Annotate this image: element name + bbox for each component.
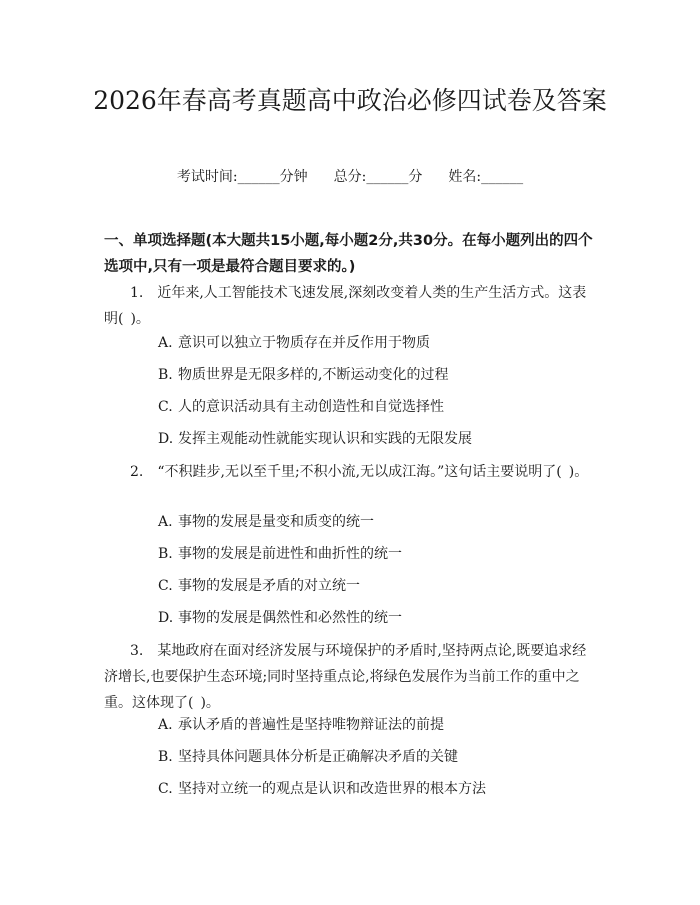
page-title: 2026年春高考真题高中政治必修四试卷及答案 — [93, 86, 607, 115]
exam-time-label: 考试时间: — [176, 169, 238, 185]
option-text: 事物的发展是偶然性和必然性的统一 — [178, 610, 402, 626]
question-3-stem: 3. 某地政府在面对经济发展与环境保护的矛盾时,坚持两点论,既要追求经济增长,也要保护生态环境;同时坚持重点论,将绿色发展作为当前工作的重中之重。这体现了( )。 — [104, 643, 587, 711]
option-letter: A. — [158, 514, 173, 530]
option-text: 发挥主观能动性就能实现认识和实践的无限发展 — [178, 431, 472, 447]
question-2-option-a — [158, 511, 598, 533]
question-3-option-b — [158, 746, 598, 768]
exam-info-line — [0, 166, 700, 188]
question-1-option-c — [158, 396, 598, 418]
question-3-option-a — [158, 714, 598, 736]
question-1-option-b — [158, 364, 598, 386]
name-blank: ______ — [481, 169, 524, 185]
option-text: 意识可以独立于物质存在并反作用于物质 — [178, 335, 430, 351]
question-3-option-c — [158, 778, 598, 800]
question-2-option-c — [158, 575, 598, 597]
exam-time-blank: ______ — [237, 169, 280, 185]
question-1-option-a — [158, 332, 598, 354]
section-heading: 一、单项选择题(本大题共15小题,每小题2分,共30分。在每小题列出的四个选项中,只有一项是最符合题目要求的。) — [104, 233, 593, 275]
option-letter: C. — [158, 399, 173, 415]
question-2-option-b — [158, 543, 598, 565]
option-text: 物质世界是无限多样的,不断运动变化的过程 — [178, 367, 449, 383]
option-text: 人的意识活动具有主动创造性和自觉选择性 — [178, 399, 444, 415]
total-score-label: 总分: — [333, 169, 367, 185]
total-score-unit: 分 — [408, 169, 423, 185]
option-letter: A. — [158, 717, 173, 733]
option-letter: A. — [158, 335, 173, 351]
option-letter: B. — [158, 367, 173, 383]
option-letter: C. — [158, 578, 173, 594]
question-2-stem: 2. “不积跬步,无以至千里;不积小流,无以成江海。”这句话主要说明了( )。 — [130, 464, 589, 480]
option-letter: B. — [158, 749, 173, 765]
name-label: 姓名: — [448, 169, 482, 185]
option-text: 承认矛盾的普遍性是坚持唯物辩证法的前提 — [178, 717, 444, 733]
option-text: 事物的发展是量变和质变的统一 — [178, 514, 374, 530]
question-2-option-d — [158, 607, 598, 629]
option-letter: D. — [158, 610, 174, 626]
question-1-option-d — [158, 428, 598, 450]
option-letter: B. — [158, 546, 173, 562]
option-letter: C. — [158, 781, 173, 797]
option-text: 事物的发展是前进性和曲折性的统一 — [178, 546, 402, 562]
question-1-stem: 1. 近年来,人工智能技术飞速发展,深刻改变着人类的生产生活方式。这表明( )。 — [104, 285, 587, 327]
option-text: 坚持具体问题具体分析是正确解决矛盾的关键 — [178, 749, 458, 765]
option-text: 事物的发展是矛盾的对立统一 — [178, 578, 360, 594]
exam-time-unit: 分钟 — [279, 169, 308, 185]
total-score-blank: ______ — [366, 169, 409, 185]
option-letter: D. — [158, 431, 174, 447]
option-text: 坚持对立统一的观点是认识和改造世界的根本方法 — [178, 781, 486, 797]
